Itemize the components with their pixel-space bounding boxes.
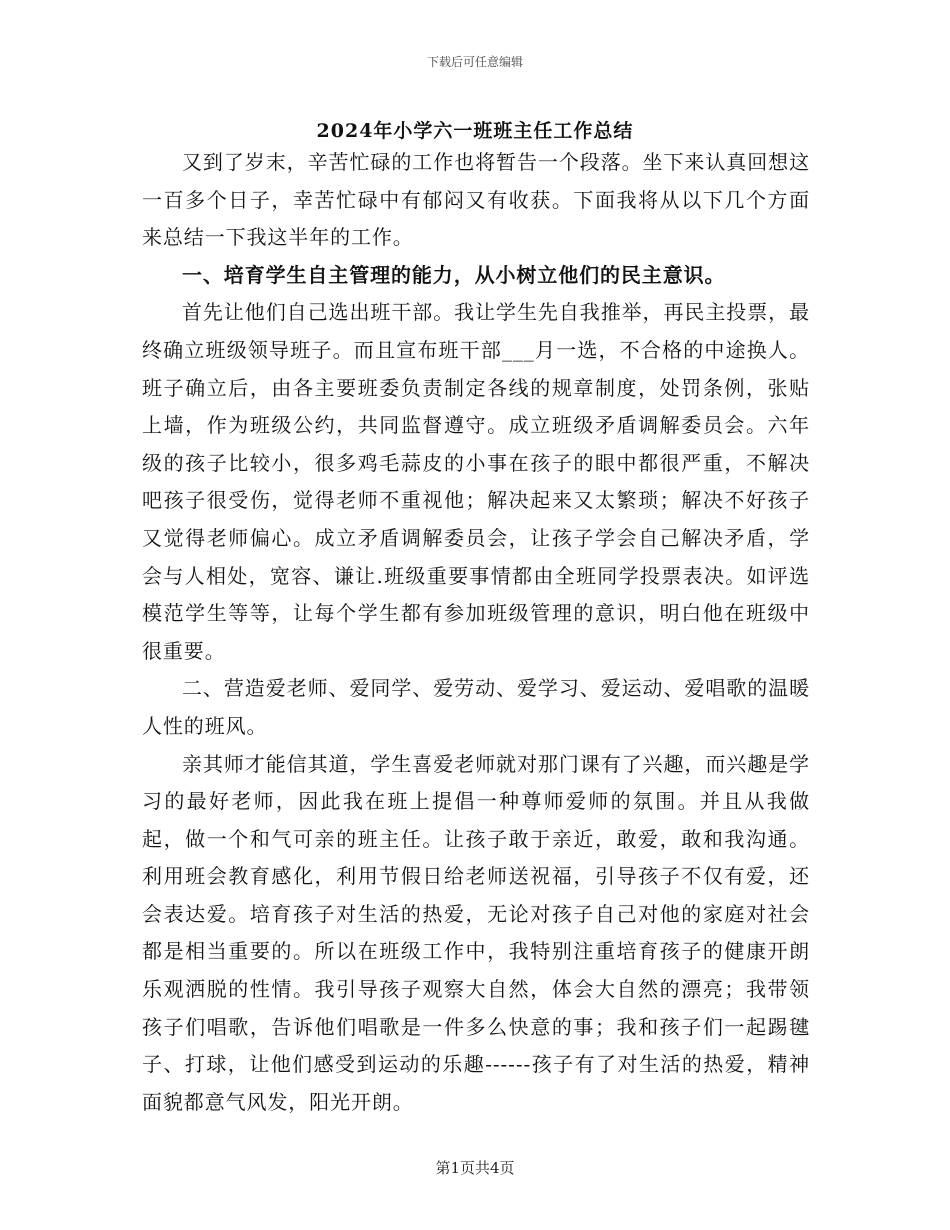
document-title: 2024年小学六一班班主任工作总结	[316, 120, 634, 142]
section-heading-2: 二、营造爱老师、爱同学、爱劳动、爱学习、爱运动、爱唱歌的温暖人性的班风。	[142, 676, 810, 738]
header-note: 下载后可任意编辑	[426, 55, 523, 69]
section-heading-1: 一、培育学生自主管理的能力，从小树立他们的民主意识。	[182, 262, 726, 287]
section-2-paragraph: 亲其师才能信其道，学生喜爱老师就对那门课有了兴趣，而兴趣是学习的最好老师，因此我在班上提倡一种尊师爱师的氛围。并且从我做起，做一个和气可亲的班主任。让孩子敢于亲近，敢爱，敢和我沟通。利用班会教育感化，利用节假日给老师送祝福，引导孩子不仅有爱，还会表达爱。培育孩子对生活的热爱，无论对孩子自己对他的家庭对社会都是相当重要的。所以在班级工作中，我特别注重培育孩子的健康开朗乐观洒脱的性情。我引导孩子观察大自然，体会大自然的漂亮；我带领孩子们唱歌，告诉他们唱歌是一件多么快意的事；我和孩子们一起踢毽子、打球，让他们感受到运动的乐趣------孩子有了对生活的热爱，精神面貌都意气风发，阳光开朗。	[142, 751, 810, 1114]
intro-paragraph: 又到了岁末，辛苦忙碌的工作也将暂告一个段落。坐下来认真回想这一百多个日子，幸苦忙碌中有郁闷又有收获。下面我将从以下几个方面来总结一下我这半年的工作。	[142, 150, 810, 250]
document-body	[142, 144, 810, 1121]
section-1-paragraph: 首先让他们自己选出班干部。我让学生先自我推举，再民主投票，最终确立班级领导班子。而且宣布班干部___月一选，不合格的中途换人。班子确立后，由各主要班委负责制定各线的规章制度，处罚条例，张贴上墙，作为班级公约，共同监督遵守。成立班级矛盾调解委员会。六年级的孩子比较小，很多鸡毛蒜皮的小事在孩子的眼中都很严重，不解决吧孩子很受伤，觉得老师不重视他；解决起来又太繁琐；解决不好孩子又觉得老师偏心。成立矛盾调解委员会，让孩子学会自己解决矛盾，学会与人相处，宽容、谦让.班级重要事情都由全班同学投票表决。如评选模范学生等等，让每个学生都有参加班级管理的意识，明白他在班级中很重要。	[142, 300, 810, 663]
page-footer: 第1页共4页	[435, 1159, 515, 1177]
